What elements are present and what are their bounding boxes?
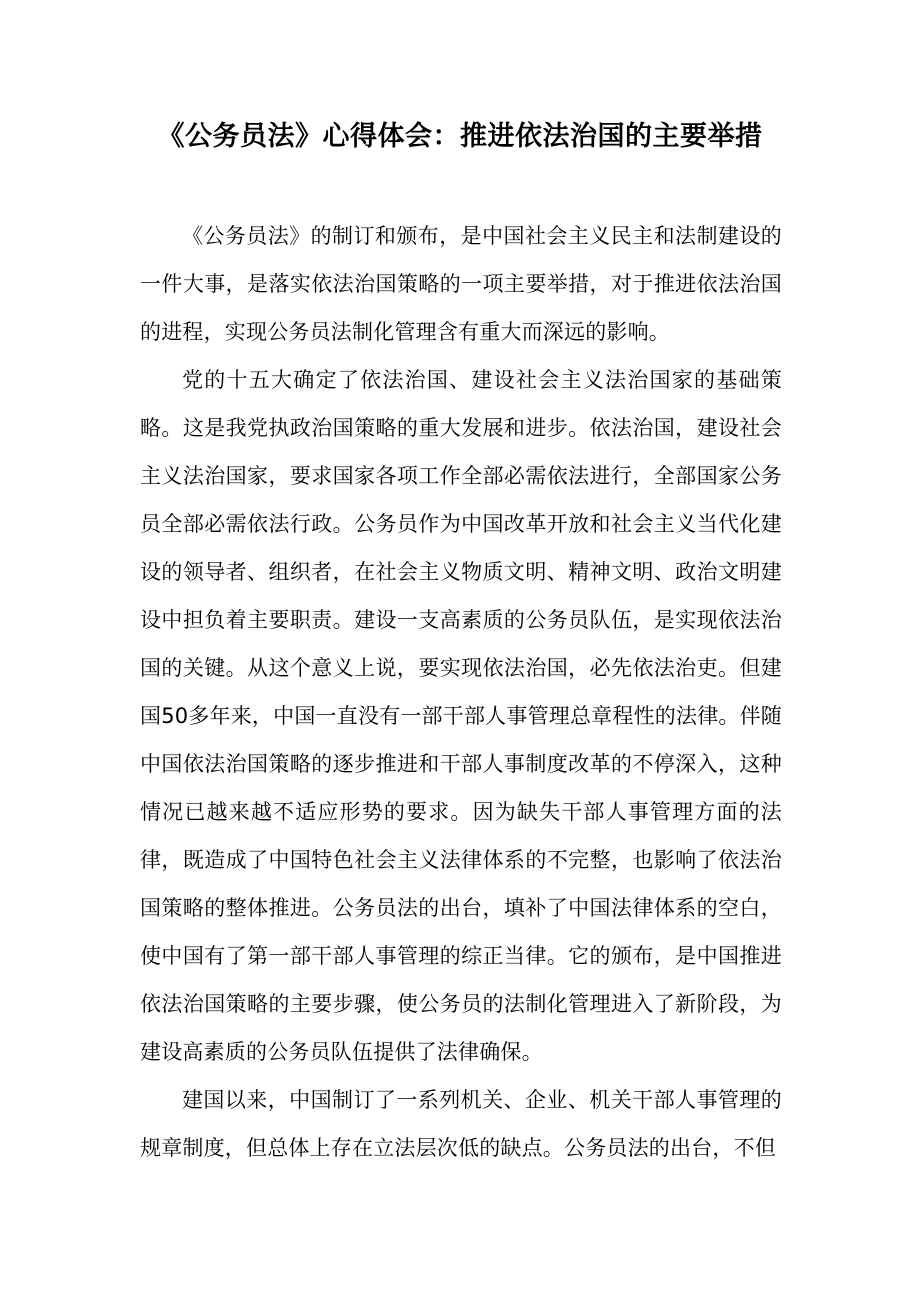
paragraph-1: 《公务员法》的制订和颁布，是中国社会主义民主和法制建设的一件大事，是落实依法治国策略的一项主要举措，对于推进依法治国的进程，实现公务员法制化管理含有重大而深远的影响。 [140, 224, 782, 344]
document-title: 《公务员法》心得体会：推进依法治国的主要举措 [157, 121, 763, 152]
paragraph-3: 建国以来，中国制订了一系列机关、企业、机关干部人事管理的规章制度，但总体上存在立法层次低的缺点。公务员法的出台，不但 [140, 1088, 782, 1160]
paragraph-2: 党的十五大确定了依法治国、建设社会主义法治国家的基础策略。这是我党执政治国策略的重大发展和进步。依法治国，建设社会主义法治国家，要求国家各项工作全部必需依法进行，全部国家公务员全部必需依法行政。公务员作为中国改革开放和社会主义当代化建设的领导者、组织者，在社会主义物质文明、精神文明、政治文明建设中担负着主要职责。建设一支高素质的公务员队伍，是实现依法治国的关键。从这个意义上说，要实现依法治国，必先依法治吏。但建国50多年来，中国一直没有一部干部人事管理总章程性的法律。伴随中国依法治国策略的逐步推进和干部人事制度改革的不停深入，这种情况已越来越不适应形势的要求。因为缺失干部人事管理方面的法律，既造成了中国特色社会主义法律体系的不完整，也影响了依法治国策略的整体推进。公务员法的出台，填补了中国法律体系的空白，使中国有了第一部干部人事管理的综正当律。它的颁布，是中国推进依法治国策略的主要步骤，使公务员的法制化管理进入了新阶段，为建设高素质的公务员队伍提供了法律确保。 [140, 368, 782, 1064]
document-body [140, 212, 782, 1172]
